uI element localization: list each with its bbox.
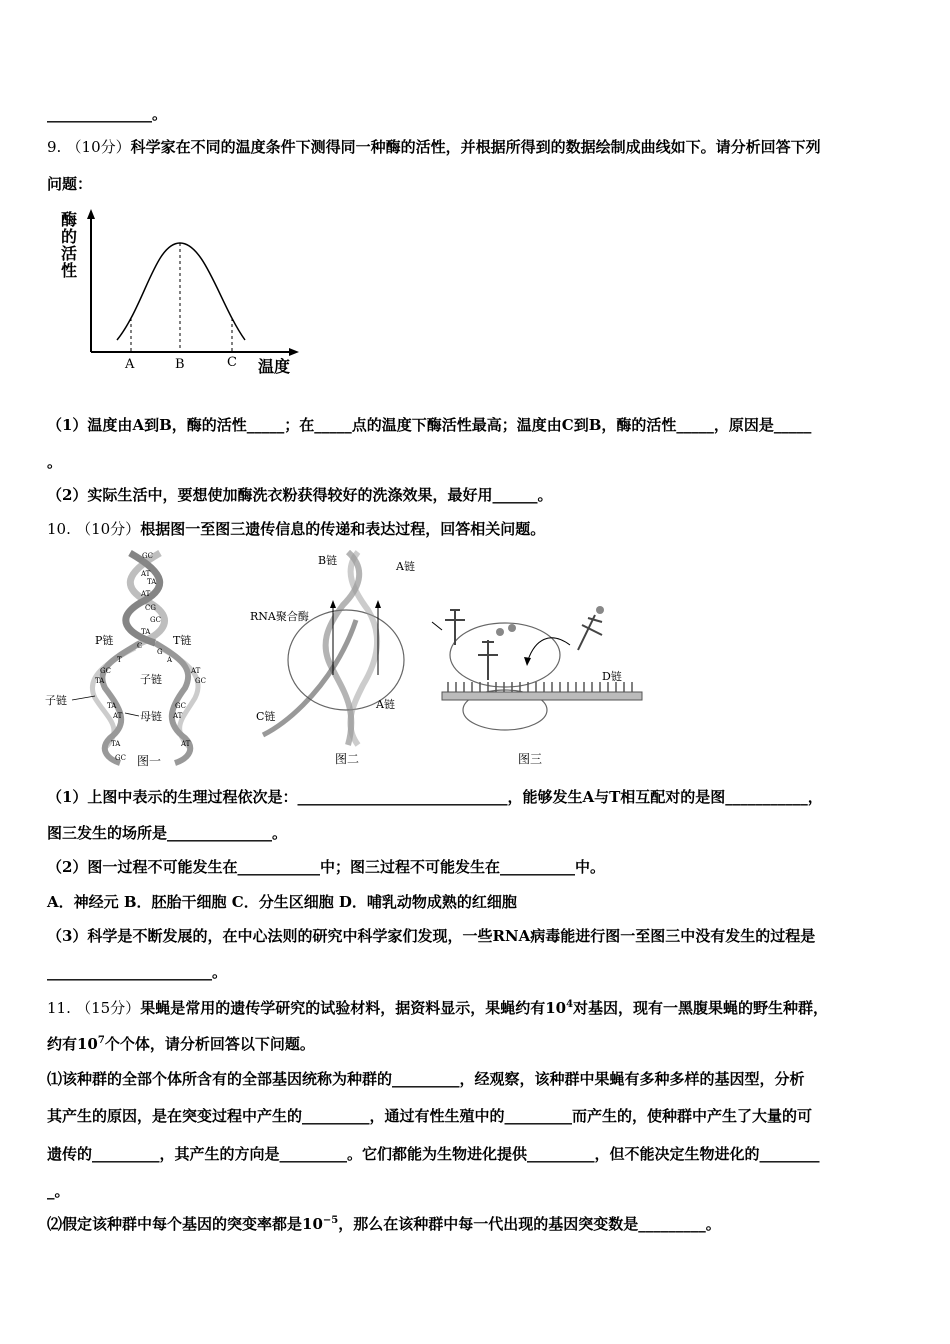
label-c-chain: C链 bbox=[256, 710, 276, 723]
q11-stem-line1 bbox=[47, 998, 828, 1018]
rna-strand-c bbox=[263, 620, 356, 735]
figure-2-caption: 图二 bbox=[335, 752, 360, 766]
pair-label: T bbox=[117, 656, 122, 664]
pair-label: A bbox=[167, 656, 173, 664]
dna-strand-a bbox=[350, 552, 377, 745]
q10-score: （10分） bbox=[76, 520, 141, 538]
arrow-left-head bbox=[330, 600, 336, 608]
pair-label: AT bbox=[141, 590, 151, 598]
q11-stem2-text-b: 个个体，请分析回答以下问题。 bbox=[104, 1035, 315, 1053]
label-daughter-chain: 子链 bbox=[45, 694, 67, 707]
figure-1-caption: 图一 bbox=[137, 754, 162, 768]
pair-label: AT bbox=[113, 712, 123, 720]
pair-label: G bbox=[157, 648, 163, 656]
tick-c: C bbox=[227, 355, 237, 370]
q10-options: A．神经元 B．胚胎干细胞 C．分生区细胞 D．哺乳动物成熟的红细胞 bbox=[47, 893, 517, 911]
label-t-chain: T链 bbox=[173, 634, 192, 647]
entry-arrow bbox=[432, 622, 442, 630]
pointer-daughter bbox=[72, 696, 95, 700]
q10-sub2: （2）图一过程不可能发生在___________中；图三过程不可能发生在__________中。 bbox=[47, 858, 605, 876]
q11-exponent-4: 4 bbox=[566, 999, 574, 1010]
pair-label: AT bbox=[173, 712, 183, 720]
pair-label: GC bbox=[100, 667, 111, 675]
label-b-chain: B链 bbox=[318, 554, 338, 567]
label-d-chain: D链 bbox=[602, 670, 622, 683]
tick-a: A bbox=[125, 357, 135, 372]
q11-p2-text-a: ⑵假定该种群中每个基因的突变率都是10 bbox=[47, 1215, 323, 1233]
arrow-right-head bbox=[375, 600, 381, 608]
q9-stem-text: 科学家在不同的温度条件下测得同一种酶的活性，并根据所得到的数据绘制成曲线如下。请分析回答下列 bbox=[130, 138, 821, 156]
mrna-d-chain bbox=[442, 692, 642, 700]
q9-sub1-line2: 。 bbox=[47, 453, 63, 471]
q11-p1-line4: _。 bbox=[47, 1182, 70, 1200]
trna-right bbox=[578, 615, 602, 650]
activity-curve bbox=[117, 243, 245, 340]
label-p-chain: P链 bbox=[95, 634, 114, 647]
q10-sub1-line1: （1）上图中表示的生理过程依次是：____________________________，能够发生A与T相互配对的是图___________， bbox=[47, 788, 823, 806]
q11-stem-text-a: 果蝇是常用的遗传学研究的试验材料，据资料显示，果蝇约有10 bbox=[140, 999, 567, 1017]
x-axis-label: 温度 bbox=[258, 357, 291, 376]
q11-p1-line1: ⑴该种群的全部个体所含有的全部基因统称为种群的_________，经观察，该种群中果蝇有多种多样的基因型，分析 bbox=[47, 1070, 805, 1088]
pair-label: TA bbox=[111, 740, 121, 748]
q9-sub2: （2）实际生活中，要想使加酶洗衣粉获得较好的洗涤效果，最好用______。 bbox=[47, 486, 553, 504]
label-a-chain-bottom: A链 bbox=[376, 698, 395, 711]
previous-answer-blank: ______________。 bbox=[47, 105, 168, 123]
label-a-chain-top: A链 bbox=[396, 560, 415, 573]
figure-3-translation bbox=[430, 600, 650, 745]
pair-label: GC bbox=[150, 616, 161, 624]
q11-number: 11. bbox=[47, 999, 71, 1017]
label-rna-polymerase: RNA聚合酶 bbox=[250, 610, 309, 623]
figure-2-transcription bbox=[248, 550, 428, 750]
q10-number: 10. bbox=[47, 520, 71, 538]
q9-score: （10分） bbox=[66, 138, 131, 156]
amino-acid-1 bbox=[496, 628, 504, 636]
y-label-char-4: 性 bbox=[61, 261, 78, 280]
y-label-char-1: 酶 bbox=[61, 210, 78, 229]
y-label-char-3: 活 bbox=[61, 244, 78, 263]
label-daughter-chain-2: 子链 bbox=[140, 673, 162, 686]
q11-stem-text-b: 对基因，现有一黑腹果蝇的野生种群， bbox=[573, 999, 829, 1017]
q10-sub1-line2: 图三发生的场所是______________。 bbox=[47, 824, 288, 842]
trna-left bbox=[445, 610, 465, 645]
q9-stem-line2: 问题： bbox=[47, 175, 93, 193]
q11-exponent-7: 7 bbox=[97, 1035, 105, 1046]
figure-1-dna-replication bbox=[45, 548, 245, 770]
release-arrow bbox=[528, 638, 570, 660]
q11-score: （15分） bbox=[76, 999, 141, 1017]
label-mother-chain: 母链 bbox=[140, 710, 162, 723]
amino-acid-2 bbox=[508, 624, 516, 632]
q9-sub1-line1: （1）温度由A到B，酶的活性_____；在_____点的温度下酶活性最高；温度由C到B，酶的活性_____，原因是_____ bbox=[47, 416, 812, 434]
mrna-codon-ticks bbox=[448, 682, 632, 692]
y-label-char-2: 的 bbox=[61, 227, 78, 246]
release-arrow-head bbox=[524, 657, 531, 666]
pair-label: GC bbox=[115, 754, 126, 762]
pair-label: AT bbox=[181, 740, 191, 748]
pair-label: AT bbox=[191, 667, 201, 675]
q10-sub3-line2: ______________________。 bbox=[47, 963, 228, 981]
q11-p2 bbox=[47, 1214, 721, 1234]
x-axis-arrow bbox=[289, 348, 299, 356]
pair-label: GC bbox=[195, 677, 206, 685]
pair-label: C bbox=[137, 642, 143, 650]
figure-3-caption: 图三 bbox=[518, 752, 543, 766]
pair-label: AT bbox=[141, 570, 151, 578]
pointer-mother bbox=[125, 713, 139, 716]
q10-sub3-line1: （3）科学是不断发展的，在中心法则的研究中科学家们发现，一些RNA病毒能进行图一至图三中没有发生的过程是 bbox=[47, 927, 816, 945]
q11-stem-line2 bbox=[47, 1034, 315, 1054]
pair-label: TA bbox=[147, 578, 157, 586]
pair-label: CG bbox=[145, 604, 156, 612]
pair-label: GC bbox=[175, 702, 186, 710]
q9-number: 9. bbox=[47, 138, 62, 156]
y-axis-arrow bbox=[87, 209, 95, 219]
q11-stem2-text-a: 约有10 bbox=[47, 1035, 98, 1053]
amino-acid-3 bbox=[596, 606, 604, 614]
y-axis-label bbox=[61, 210, 77, 280]
tick-b: B bbox=[175, 357, 185, 372]
q11-p1-line3: 遗传的_________，其产生的方向是_________。它们都能为生物进化提供_________，但不能决定生物进化的________ bbox=[47, 1145, 820, 1163]
q9-stem-line1 bbox=[47, 137, 821, 157]
pair-label: GC bbox=[142, 552, 153, 560]
enzyme-activity-graph bbox=[55, 205, 315, 380]
pair-label: TA bbox=[95, 677, 105, 685]
pair-label: TA bbox=[141, 628, 151, 636]
ribosome-large-subunit bbox=[450, 623, 560, 687]
trna-middle bbox=[478, 640, 498, 680]
q10-stem-text: 根据图一至图三遗传信息的传递和表达过程，回答相关问题。 bbox=[140, 520, 546, 538]
q11-p2-text-b: ，那么在该种群中每一代出现的基因突变数是_________。 bbox=[338, 1215, 721, 1233]
q11-p1-line2: 其产生的原因，是在突变过程中产生的_________，通过有性生殖中的_________而产生的，使种群中产生了大量的可 bbox=[47, 1107, 813, 1125]
pair-label: TA bbox=[107, 702, 117, 710]
q10-stem bbox=[47, 519, 545, 539]
q11-exponent-neg5: −5 bbox=[322, 1215, 339, 1226]
